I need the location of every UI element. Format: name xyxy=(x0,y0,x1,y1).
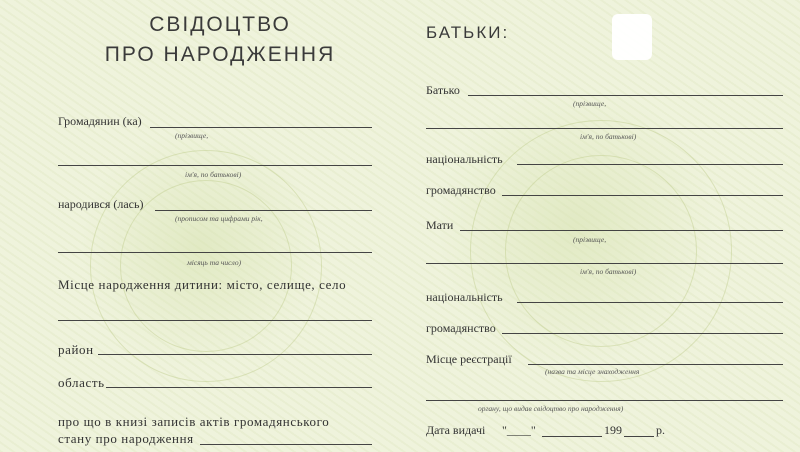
father-citizenship-label: громадянство xyxy=(426,183,496,197)
watermark-right-inner xyxy=(505,155,697,347)
mother-name-line xyxy=(460,230,783,231)
issue-year-suffix: р. xyxy=(656,423,665,437)
parents-title: БАТЬКИ: xyxy=(426,23,510,42)
father-name-line-2 xyxy=(426,128,783,129)
born-date-line-2 xyxy=(58,252,372,253)
mother-name-line-2 xyxy=(426,263,783,264)
born-date-line xyxy=(155,210,372,211)
citizen-name-line-2 xyxy=(58,165,372,166)
issue-date-label: Дата видачі xyxy=(426,423,486,437)
record-text-line2: стану про народження xyxy=(58,431,194,446)
father-nationality-label: національність xyxy=(426,152,503,166)
mother-nationality-line xyxy=(517,302,783,303)
hint-month: місяць та число) xyxy=(187,258,242,267)
blank-seal-spot xyxy=(612,14,652,60)
issue-year: 199 xyxy=(604,423,622,437)
region-label: область xyxy=(58,375,105,390)
district-label: район xyxy=(58,342,94,357)
mother-nationality-label: національність xyxy=(426,290,503,304)
hint-mother-patronymic: ім'я, по батькові) xyxy=(580,267,637,276)
born-label: народився (лась) xyxy=(58,197,144,211)
father-label: Батько xyxy=(426,83,460,97)
mother-citizenship-line xyxy=(502,333,783,334)
region-line xyxy=(106,387,372,388)
registration-line xyxy=(528,364,783,365)
birthplace-label: Місце народження дитини: місто, селище, село xyxy=(58,277,347,292)
hint-father-patronymic: ім'я, по батькові) xyxy=(580,132,637,141)
record-text-line1: про що в книзі записів актів громадянського xyxy=(58,414,330,429)
hint-registry: (назва та місце знаходження xyxy=(545,367,640,376)
record-line xyxy=(200,444,372,445)
hint-father-surname: (прізвище, xyxy=(573,99,607,108)
certificate-title-line2: ПРО НАРОДЖЕННЯ xyxy=(104,43,336,66)
hint-mother-surname: (прізвище, xyxy=(573,235,607,244)
issue-year-line xyxy=(624,436,654,437)
registration-label: Місце реєстрації xyxy=(426,352,512,366)
citizen-label: Громадянин (ка) xyxy=(58,114,142,128)
citizen-name-line xyxy=(150,127,372,128)
issue-month-line xyxy=(542,436,602,437)
certificate-title-line1: СВІДОЦТВО xyxy=(149,13,291,36)
mother-citizenship-label: громадянство xyxy=(426,321,496,335)
father-name-line xyxy=(468,95,783,96)
hint-surname: (прізвище, xyxy=(175,131,209,140)
father-nationality-line xyxy=(517,164,783,165)
registration-line-2 xyxy=(426,400,783,401)
mother-label: Мати xyxy=(426,218,454,232)
hint-date: (прописом та цифрами рік, xyxy=(175,214,263,223)
hint-patronymic: ім'я, по батькові) xyxy=(185,170,242,179)
hint-issuing-body: органу, що видав свідоцтво про народження) xyxy=(478,404,624,413)
father-citizenship-line xyxy=(502,195,783,196)
issue-date-quotes: "____" xyxy=(502,423,536,437)
district-line xyxy=(98,354,372,355)
birthplace-line xyxy=(58,320,372,321)
